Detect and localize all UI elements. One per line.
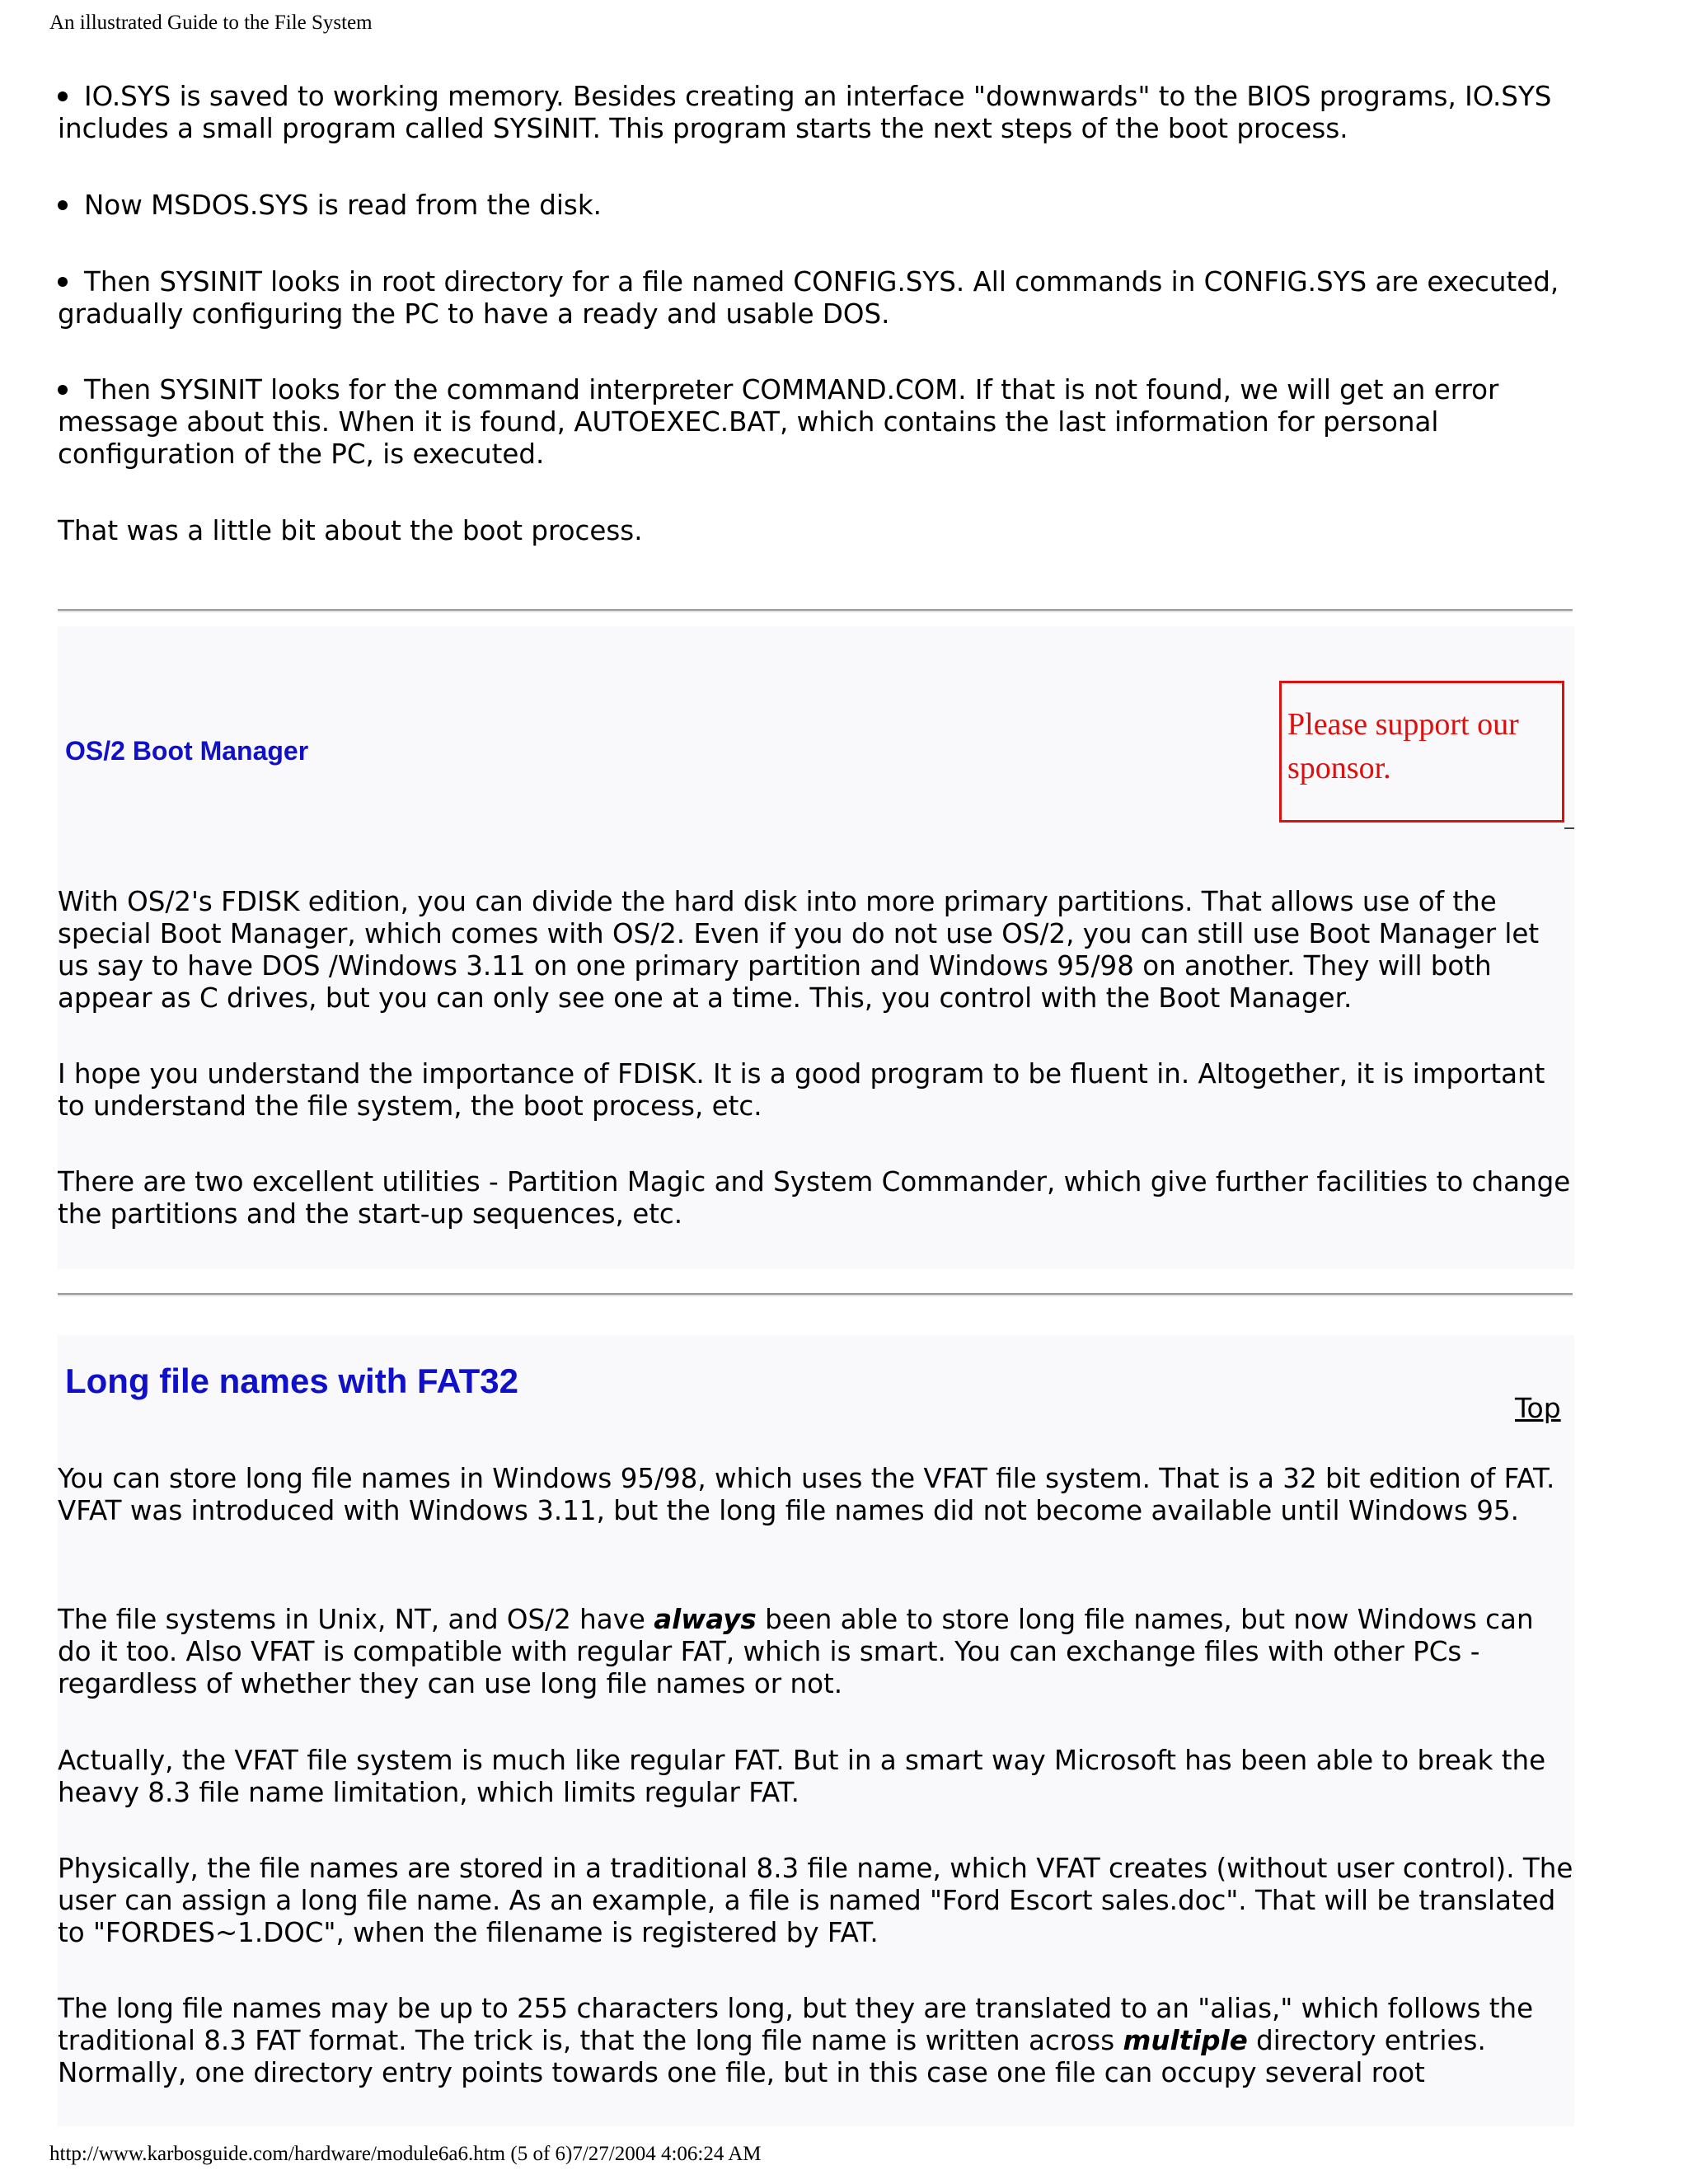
list-item: Now MSDOS.SYS is read from the disk.: [58, 190, 1574, 222]
sponsor-ad-box[interactable]: Please support our sponsor.: [1279, 681, 1564, 823]
os2-paragraph: With OS/2's FDISK edition, you can divide the hard disk into more primary partitions. That allows use of the special Boot Manager, which comes with OS/2. Even if you do not use OS/2, you can still use Boot Manager let us say to have DOS /Windows 3.11 on one primary partition and Windows 95/98 on another. They will both appear as C drives, but you can only see one at a time. This, you control with the Boot Manager.: [58, 886, 1540, 1014]
section-heading-os2-boot-manager: OS/2 Boot Manager: [65, 736, 309, 766]
bullet-icon: [58, 200, 68, 210]
fat32-paragraph: Physically, the file names are stored in a traditional 8.3 file name, which VFAT creates (without user control). The user can assign a long file name. As an example, a file is named "Ford Escort sales.doc". That will be translated to "FORDES~1.DOC", when the filename is registered by FAT.: [58, 1853, 1573, 1948]
fat32-paragraph: You can store long file names in Windows 95/98, which uses the VFAT file system. That is a 32 bit edition of FAT. VFAT was introduced with Windows 3.11, but the long file names did not become available until Windows 95.: [58, 1463, 1555, 1526]
os2-paragraph: I hope you understand the importance of FDISK. It is a good program to be fluent in. Altogether, it is important to understand the file system, the boot process, etc.: [58, 1058, 1545, 1122]
print-footer-url: http://www.karbosguide.com/hardware/module6a6.htm (5 of 6)7/27/2004 4:06:24 AM: [49, 2143, 762, 2165]
sponsor-ad-corner-mark: [1564, 827, 1574, 829]
section-heading-long-file-names: Long file names with FAT32: [65, 1361, 518, 1400]
fat32-paragraph: The file systems in Unix, NT, and OS/2 have always been able to store long file names, but now Windows can do it too. Also VFAT is compatible with regular FAT, which is smart. You can exchange files with other PCs - regardless of whether they can use long file names or not.: [58, 1604, 1534, 1699]
emphasis-always: always: [654, 1604, 757, 1635]
list-item: Then SYSINIT looks in root directory for a file named CONFIG.SYS. All commands in CONFIG.SYS are executed, gradually configuring the PC to have a ready and usable DOS.: [58, 266, 1559, 330]
bullet-icon: [58, 277, 68, 287]
list-item: Then SYSINIT looks for the command interpreter COMMAND.COM. If that is not found, we will get an error message about this. When it is found, AUTOEXEC.BAT, which contains the last information for personal configuration of the PC, is executed.: [58, 374, 1499, 470]
bullet-icon: [58, 91, 68, 101]
top-link[interactable]: Top: [1515, 1392, 1561, 1424]
os2-paragraph: There are two excellent utilities - Partition Magic and System Commander, which give further facilities to change the partitions and the start-up sequences, etc.: [58, 1166, 1571, 1230]
fat32-paragraph: Actually, the VFAT file system is much like regular FAT. But in a smart way Microsoft has been able to break the heavy 8.3 file name limitation, which limits regular FAT.: [58, 1745, 1546, 1808]
bullet-icon: [58, 385, 68, 395]
boot-summary: That was a little bit about the boot process.: [58, 515, 643, 546]
fat32-paragraph: The long file names may be up to 255 characters long, but they are translated to an "alias," which follows the traditional 8.3 FAT format. The trick is, that the long file name is written across multiple directory entries. Normally, one directory entry points towards one file, but in this case one file can occupy several root: [58, 1993, 1534, 2088]
print-header-title: An illustrated Guide to the File System: [49, 12, 373, 34]
section-divider: [58, 609, 1573, 612]
section-divider: [58, 1293, 1573, 1296]
emphasis-multiple: multiple: [1123, 2025, 1248, 2056]
list-item: IO.SYS is saved to working memory. Besides creating an interface "downwards" to the BIOS programs, IO.SYS includes a small program called SYSINIT. This program starts the next steps of the boot process.: [58, 81, 1552, 144]
